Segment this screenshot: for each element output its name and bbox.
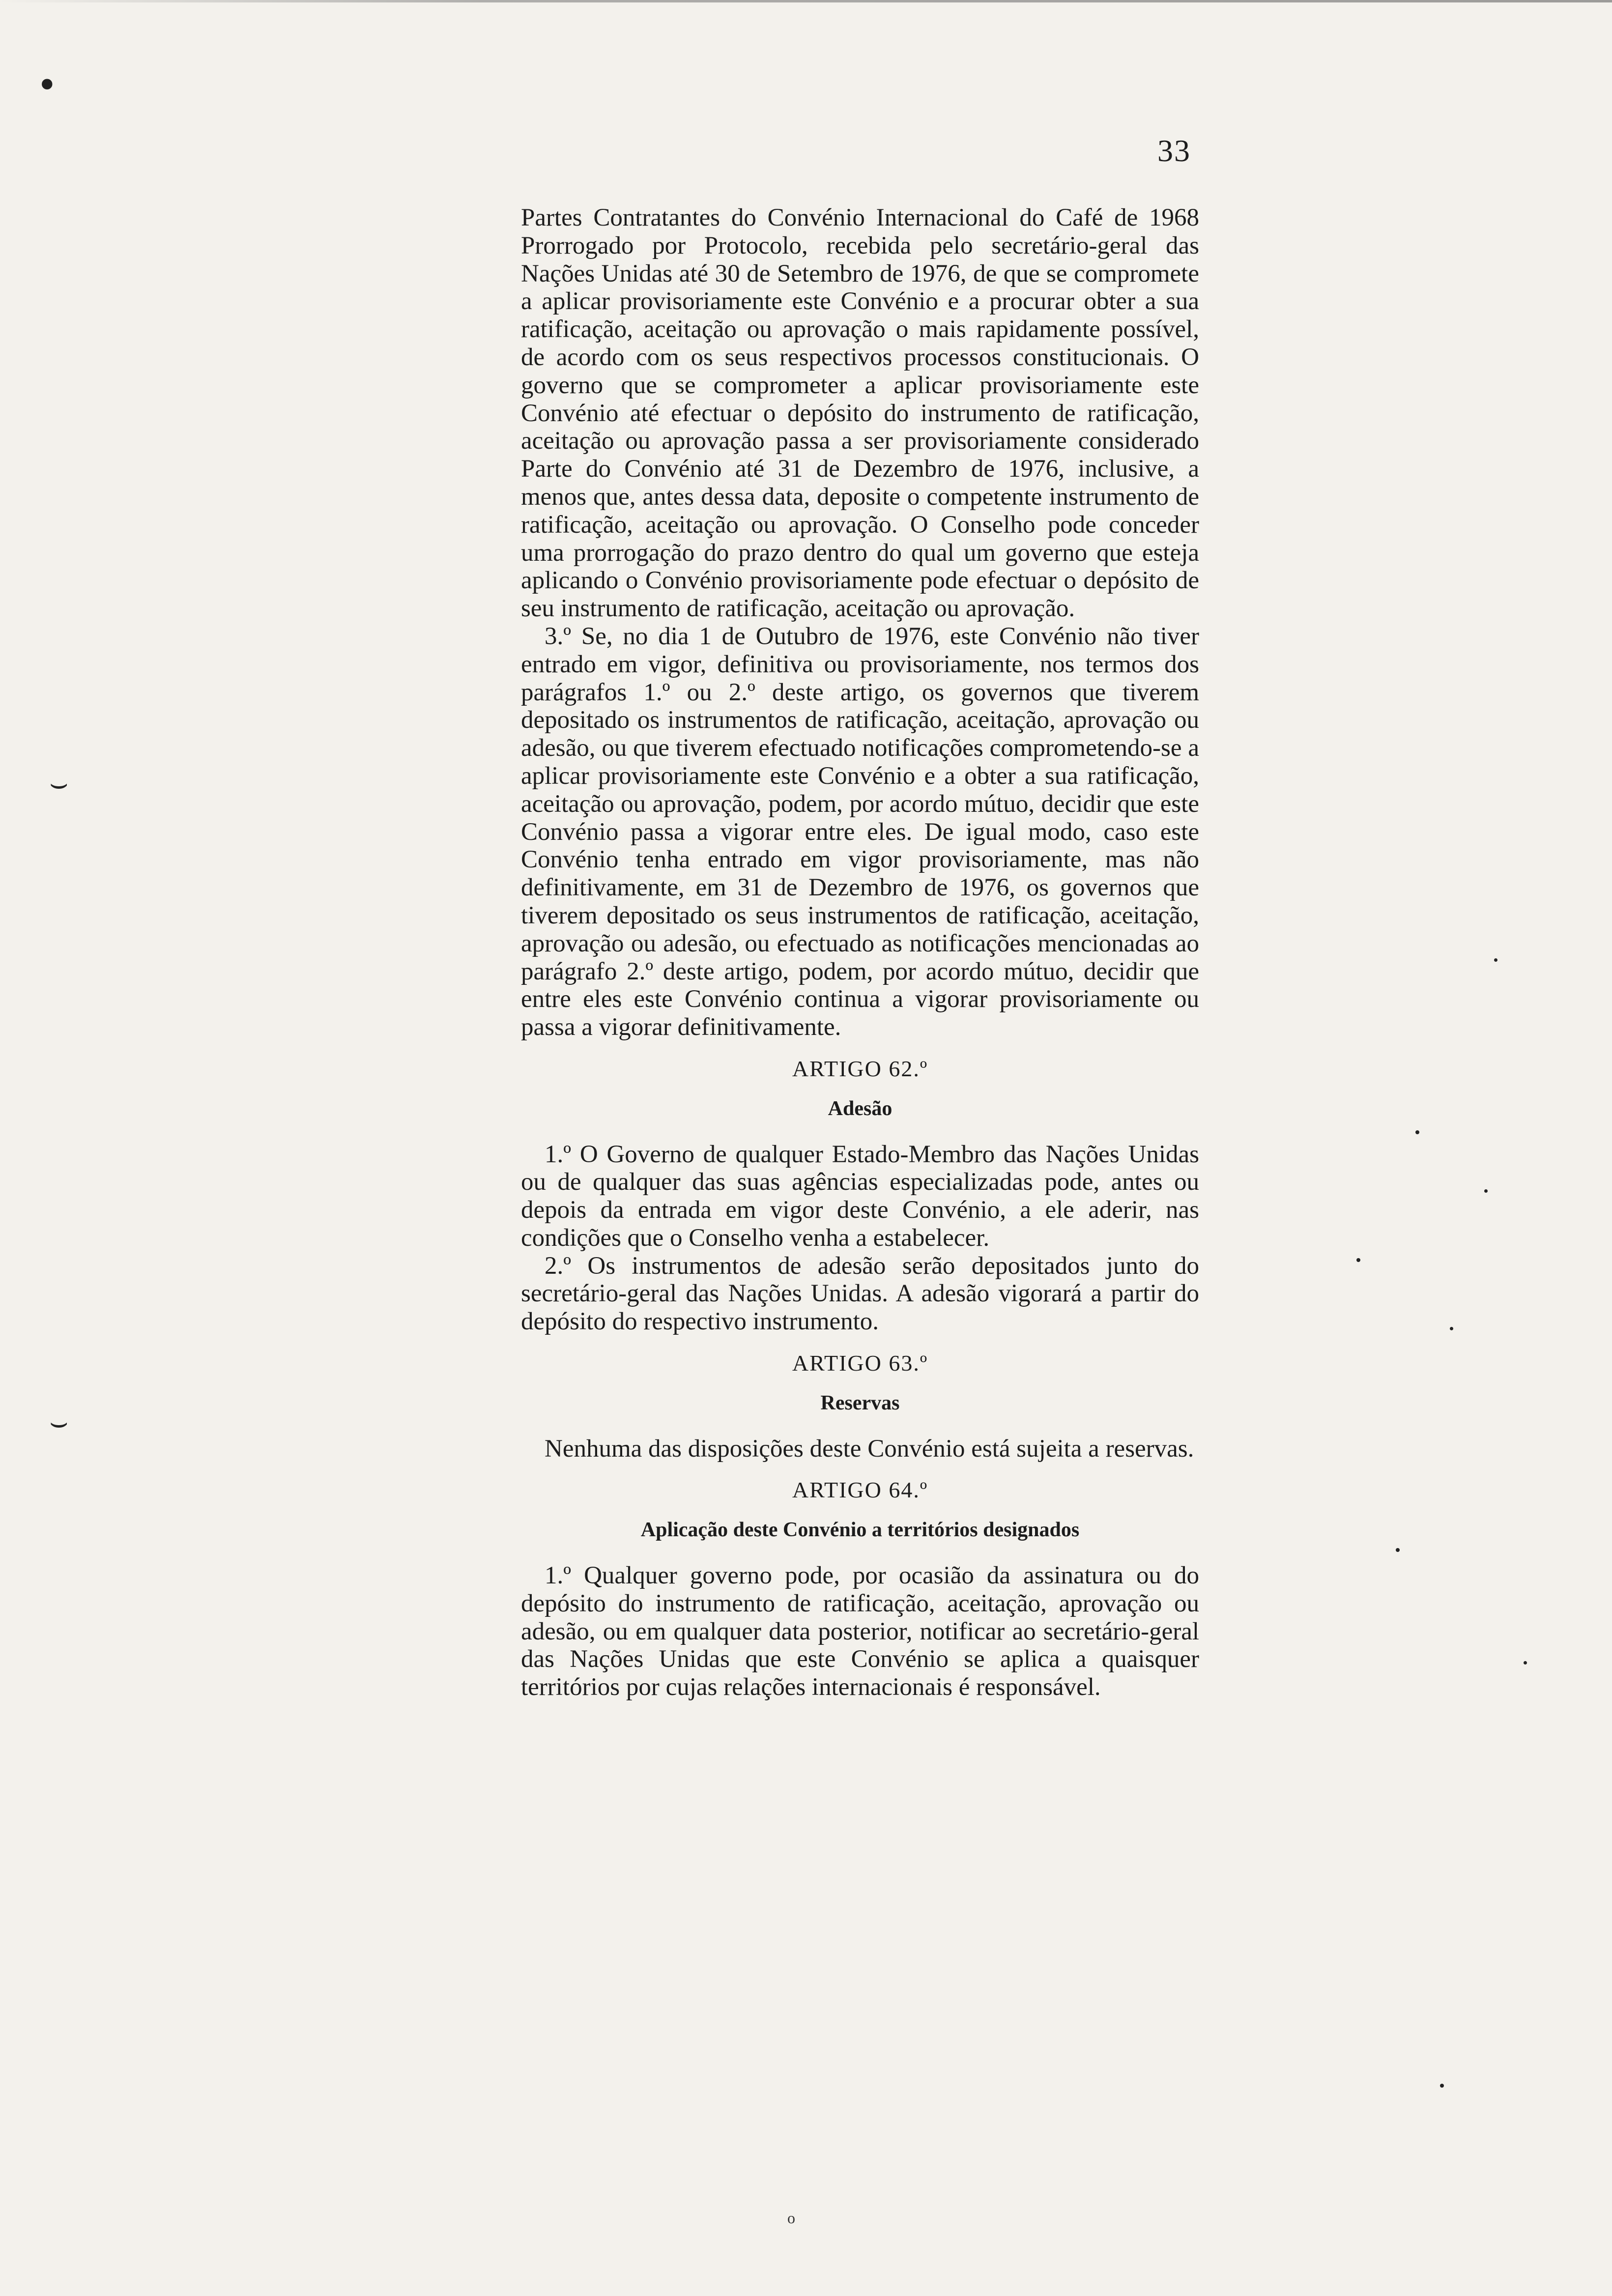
scan-mark-left-1: ⌣ [49,767,69,800]
art64-paragraph-1: 1.º Qualquer governo pode, por ocasião da assinatura ou do depósito do instrumento de ratificação, aceitação, aprovação ou adesão, ou em qualquer data posterior, notificar ao secretário-geral das Nações Unidas que este Convénio se aplica a quaisquer territórios por cujas relações internacionais é responsável. [521,1562,1199,1701]
article-63-heading: ARTIGO 63.º [792,1350,928,1376]
art63-paragraph-1: Nenhuma das disposições deste Convénio está sujeita a reservas. [545,1435,1194,1463]
scan-edge-line [0,0,1612,2]
art61-continued-paragraph: Partes Contratantes do Convénio Internacional do Café de 1968 Prorrogado por Protocolo, recebida pelo secretário-geral das Nações Unidas até 30 de Setembro de 1976, de que se compromete a aplicar provisoriamente este Convénio e a procurar obter a sua ratificação, aceitação ou aprovação o mais rapidamente possível, de acordo com os seus respectivos processos constitucionais. O governo que se comprometer a aplicar provisoriamente este Convénio até efectuar o depósito do instrumento de ratificação, aceitação ou aprovação passa a ser provisoriamente considerado Parte do Convénio até 31 de Dezembro de 1976, inclusive, a menos que, antes dessa data, deposite o competente instrumento de ratificação, aceitação ou aprovação. O Conselho pode conceder uma prorrogação do prazo dentro do qual um governo que esteja aplicando o Convénio provisoriamente pode efectuar o depósito de seu instrumento de ratificação, aceitação ou aprovação. [521,204,1199,623]
article-62-title: Adesão [828,1097,892,1120]
art62-paragraph-2: 2.º Os instrumentos de adesão serão depositados junto do secretário-geral das Nações Unidas. A adesão vigorará a partir do depósito do respectivo instrumento. [521,1252,1199,1336]
footer-mark: o [787,2209,795,2227]
scan-mark-top-left: • [39,60,55,109]
scan-speck [1524,1661,1527,1665]
article-63-title: Reservas [820,1391,900,1414]
scan-speck [1415,1130,1419,1134]
art61-paragraph-3: 3.º Se, no dia 1 de Outubro de 1976, este Convénio não tiver entrado em vigor, definitiva ou provisoriamente, nos termos dos parágrafos 1.º ou 2.º deste artigo, os governos que tiverem depositado os instrumentos de ratificação, aceitação, aprovação ou adesão, ou que tiverem efectuado notificações comprometendo-se a aplicar provisoriamente este Convénio e a obter a sua ratificação, aceitação ou aprovação, podem, por acordo mútuo, decidir que este Convénio passa a vigorar entre eles. De igual modo, caso este Convénio tenha entrado em vigor provisoriamente, mas não definitivamente, em 31 de Dezembro de 1976, os governos que tiverem depositado os seus instrumentos de ratificação, aceitação, aprovação ou adesão, ou efectuado as notificações mencionadas ao parágrafo 2.º deste artigo, podem, por acordo mútuo, decidir que entre eles este Convénio continua a vigorar provisoriamente ou passa a vigorar definitivamente. [521,622,1199,1041]
art62-paragraph-1: 1.º O Governo de qualquer Estado-Membro das Nações Unidas ou de qualquer das suas agências especializadas pode, antes ou depois da entrada em vigor deste Convénio, a ele aderir, nas condições que o Conselho venha a estabelecer. [521,1140,1199,1252]
scan-speck [1494,958,1497,962]
scan-speck [1450,1327,1453,1330]
scan-mark-left-2: ⌣ [49,1406,69,1438]
scan-speck [1356,1258,1360,1262]
article-62-heading: ARTIGO 62.º [792,1056,928,1081]
scan-speck [1396,1548,1400,1552]
article-64-title: Aplicação deste Convénio a territórios designados [640,1519,1080,1542]
article-64-heading: ARTIGO 64.º [792,1477,928,1503]
page-number: 33 [1157,133,1191,168]
scan-speck [1484,1189,1488,1193]
scan-speck [1440,2084,1444,2088]
document-body [521,204,1199,1701]
